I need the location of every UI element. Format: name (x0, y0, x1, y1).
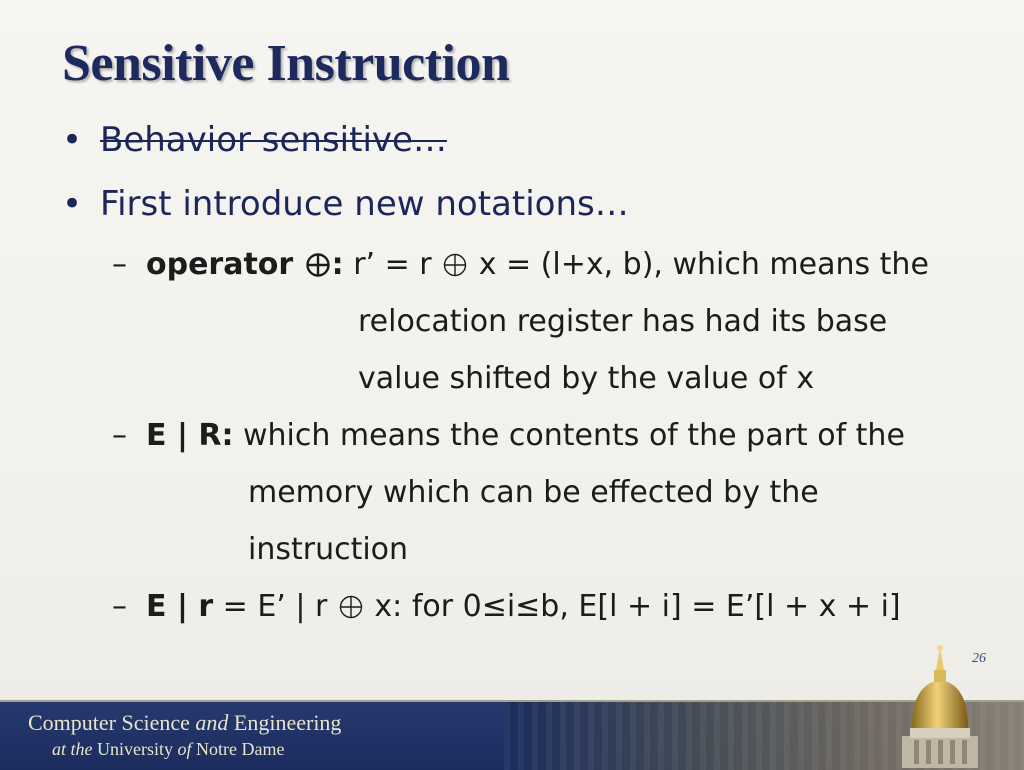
footer-text: Computer Science (28, 710, 196, 735)
footer-text: University (92, 739, 178, 759)
e-r-label: E | r (146, 589, 214, 624)
e-r-text-b: x: for 0≤i≤b, E[l + i] = E’[l + x + i] (364, 589, 901, 624)
bullet-strike-wrapper (62, 120, 447, 160)
subbullet-content (146, 418, 905, 453)
e-R-line-2: memory which can be effected by the (248, 475, 819, 510)
operator-def-a: r’ = r (353, 247, 442, 282)
operator-line-2: relocation register has had its base (358, 304, 888, 339)
footer-text-italic: of (177, 739, 192, 759)
footer-banner (0, 700, 1024, 770)
footer-text: Notre Dame (191, 739, 285, 759)
footer-department (28, 710, 341, 736)
circled-plus-icon (339, 595, 363, 619)
golden-dome-image (880, 640, 1000, 768)
operator-def-b: x = (l+x, b), which means the (469, 247, 929, 282)
operator-label-suffix: : (331, 247, 344, 282)
e-R-line-1: which means the contents of the part of the (233, 418, 905, 453)
operator-line-3: value shifted by the value of x (358, 361, 815, 396)
bullet-text: First introduce new notations… (100, 184, 629, 224)
subbullet-content (146, 247, 929, 282)
e-R-line-3: instruction (248, 532, 409, 567)
page-number: 26 (972, 651, 986, 666)
e-R-label: E | R: (146, 418, 234, 453)
bullet-behavior-sensitive (62, 120, 447, 160)
bullet-marker: • (62, 184, 83, 224)
slide-title: Sensitive Instruction (62, 35, 510, 92)
subbullet-content (146, 589, 901, 624)
footer-university (52, 739, 284, 760)
subbullet-dash: – (112, 247, 127, 282)
subbullet-dash: – (112, 589, 127, 624)
footer-text: Engineering (228, 710, 342, 735)
bullet-text: Behavior sensitive… (100, 120, 447, 160)
operator-label (146, 247, 344, 282)
operator-label-prefix: operator (146, 247, 304, 282)
circled-plus-icon (306, 253, 330, 277)
bullet-new-notations (62, 184, 629, 224)
subbullet-dash: – (112, 418, 127, 453)
circled-plus-icon (443, 253, 467, 277)
footer-text-italic: and (195, 710, 229, 735)
bullet-marker: • (62, 120, 83, 160)
footer-text-italic: at the (52, 739, 93, 759)
e-r-text-a: = E’ | r (213, 589, 337, 624)
